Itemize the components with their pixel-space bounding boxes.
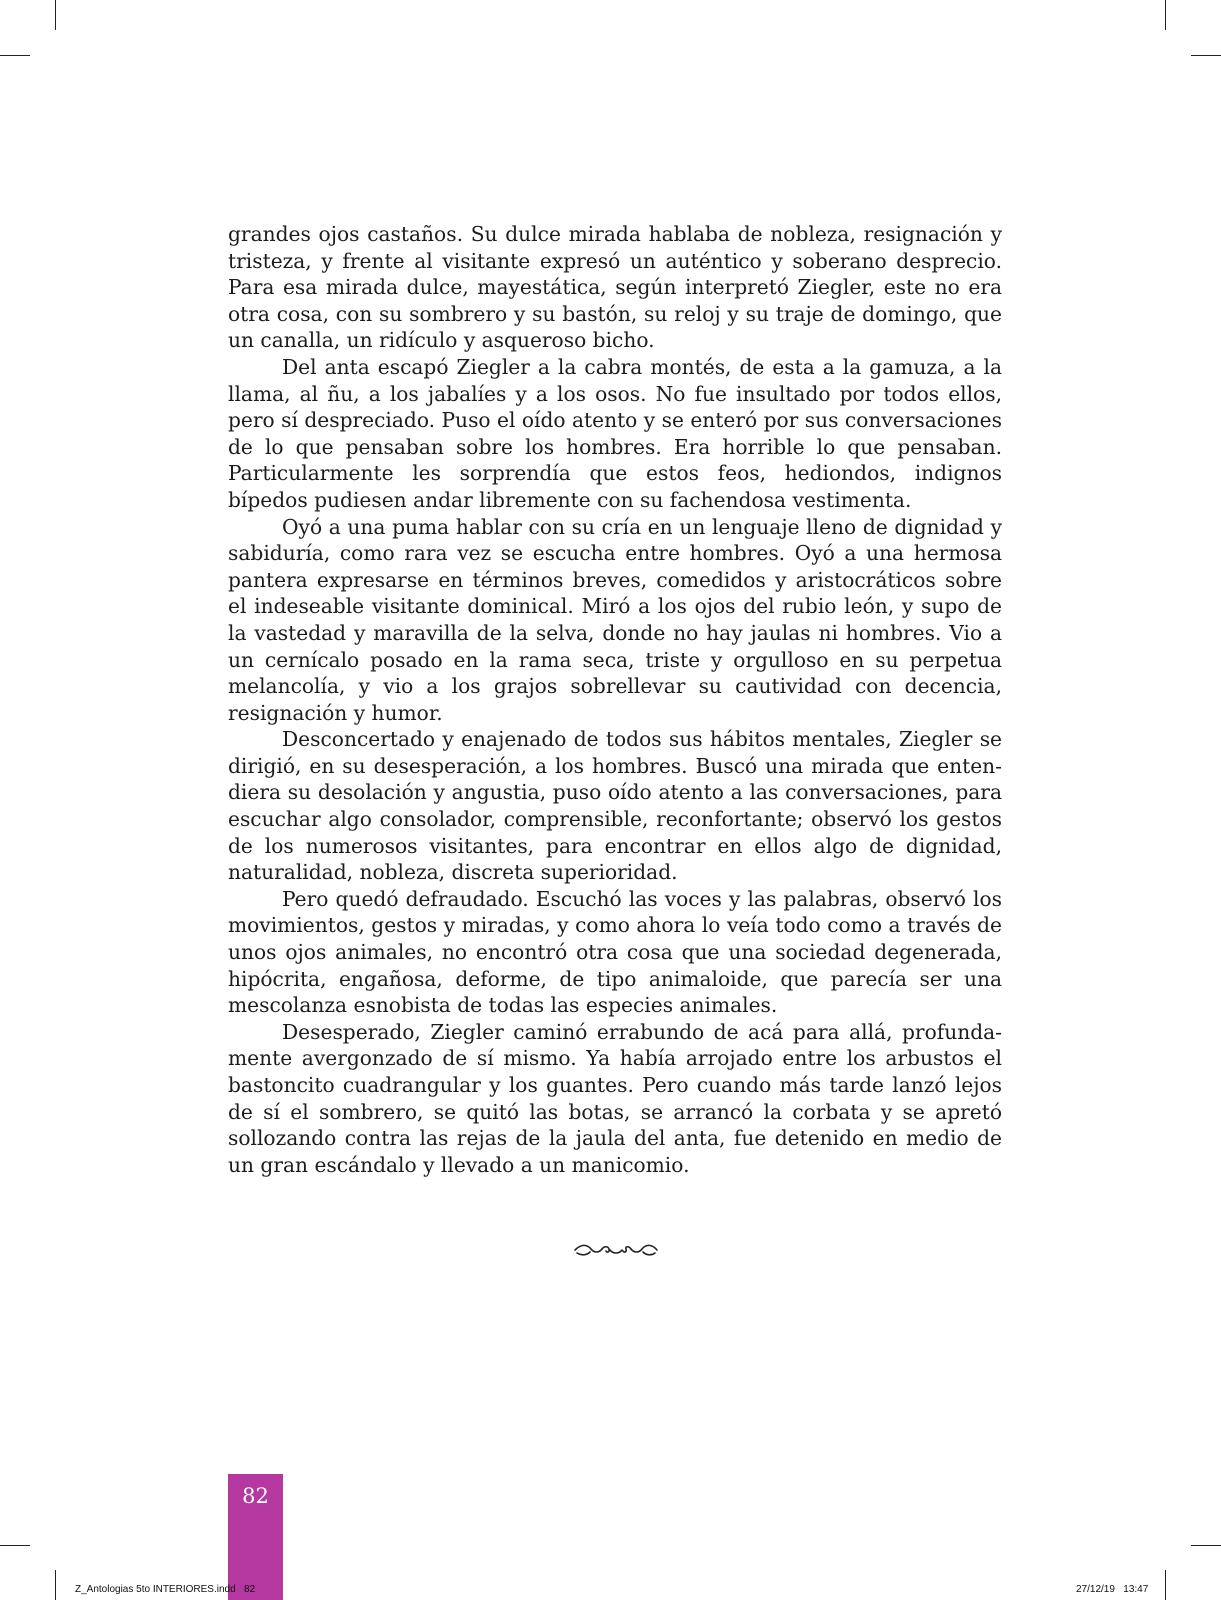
flourish-ornament-icon bbox=[573, 1241, 659, 1259]
paragraph: Pero quedó defraudado. Escuchó las voces y las palabras, observó los movimientos, gestos y miradas, y como ahora lo veía todo como a través de unos ojos animales, no encontró otra cosa que una sociedad degenerada, hipócrita, engañosa, deforme, de tipo animaloide, que parecía ser una mescolanza esnobista de todas las especies animales. bbox=[228, 886, 1002, 1018]
crop-mark-bottom-right bbox=[1165, 1570, 1166, 1600]
crop-mark-left-top bbox=[0, 55, 30, 56]
crop-mark-right-bottom bbox=[1191, 1545, 1221, 1546]
paragraph: grandes ojos castaños. Su dulce mirada hablaba de nobleza, resignación y tristeza, y frente al visitante expresó un auténtico y soberano desprecio. Para esa mirada dulce, mayestática, según interpretó Ziegler, este no era otra cosa, con su sombrero y su bastón, su reloj y su traje de domingo, que un canalla, un ridículo y asqueroso bicho. bbox=[228, 222, 1002, 353]
crop-mark-bottom-left bbox=[55, 1570, 56, 1600]
crop-mark-top-right bbox=[1165, 0, 1166, 30]
paragraph: Del anta escapó Ziegler a la cabra montés, de esta a la gamuza, a la llama, al ñu, a los jabalíes y a los osos. No fue insultado por todos ellos, pero sí despreciado. Puso el oído atento y se enteró por sus conversaciones de lo que pensaban sobre los hombres. Era horrible lo que pensaban. Particularmente les sorprendía que estos feos, hediondos, indignos bípedos pudiesen andar libremente con su fachendosa vestimenta. bbox=[228, 354, 1002, 512]
crop-mark-right-top bbox=[1191, 55, 1221, 56]
paragraph: Desconcertado y enajenado de todos sus hábitos mentales, Ziegler se dirigió, en su desesperación, a los hombres. Buscó una mirada que entendiera su desolación y angustia, puso oído atento a las conversaciones, para escuchar algo consolador, comprensible, reconfortante; observó los gestos de los numerosos visitantes, para encontrar en ellos algo de dignidad, naturalidad, nobleza, discreta superioridad. bbox=[228, 727, 1002, 885]
page-number-tab bbox=[228, 1474, 283, 1600]
page-number: 82 bbox=[242, 1484, 269, 1508]
paragraph: Oyó a una puma hablar con su cría en un lenguaje lleno de dignidad y sabiduría, como rara vez se escucha entre hombres. Oyó a una hermosa pantera expresarse en términos breves, comedidos y aristocráticos sobre el indeseable visitante dominical. Miró a los ojos del rubio león, y supo de la vastedad y maravilla de la selva, donde no hay jaulas ni hombres. Vio a un cernícalo posado en la rama seca, triste y orgulloso en su perpetua melancolía, y vio a los grajos sobrellevar su cautividad con decencia, resignación y humor. bbox=[228, 514, 1002, 725]
body-text bbox=[228, 221, 1002, 1178]
crop-mark-left-bottom bbox=[0, 1545, 30, 1546]
print-slug-timestamp: 27/12/19 13:47 bbox=[1076, 1584, 1149, 1595]
crop-mark-top-left bbox=[55, 0, 56, 30]
print-slug-filename: Z_Antologias 5to INTERIORES.indd 82 bbox=[75, 1584, 256, 1595]
paragraph: Desesperado, Ziegler caminó errabundo de acá para allá, profundamente avergonzado de sí mismo. Ya había arrojado entre los arbustos el bastoncito cuadrangular y los guantes. Pero cuando más tarde lanzó lejos de sí el sombrero, se quitó las botas, se arrancó la corbata y se apretó sollozando contra las rejas de la jaula del anta, fue detenido en medio de un gran escándalo y llevado a un manicomio. bbox=[228, 1019, 1002, 1177]
